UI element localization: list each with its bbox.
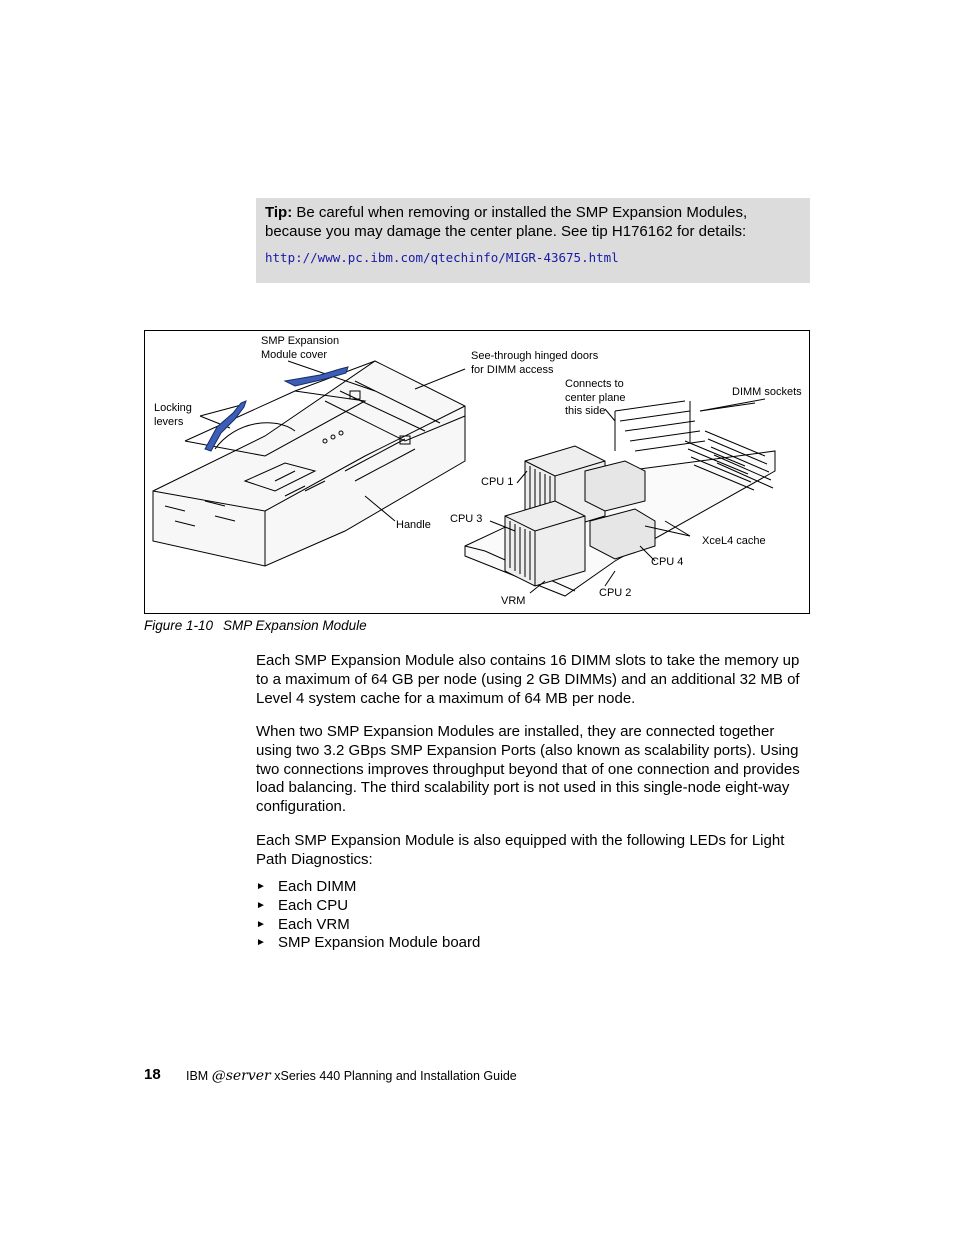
tip-box xyxy=(256,198,810,283)
led-bullet-list xyxy=(256,878,480,953)
bullet-arrow-icon: ► xyxy=(256,918,266,930)
eserver-logo-text: @server xyxy=(211,1068,271,1084)
tip-url-link[interactable]: http://www.pc.ibm.com/qtechinfo/MIGR-43675.html xyxy=(265,250,619,265)
book-title-prefix: IBM xyxy=(186,1069,212,1083)
callout-cpu-1: CPU 1 xyxy=(481,476,514,488)
paragraph-1-text: Each SMP Expansion Module also contains 16 DIMM slots to take the memory up to a maximum of 64 GB per node (using 2 GB DIMMs) and an additional 32 MB of Level 4 system cache for a maximum of 64 MB per node. xyxy=(256,652,800,707)
paragraph-2 xyxy=(256,723,812,817)
bullet-arrow-icon: ► xyxy=(256,899,266,911)
list-item-text: Each VRM xyxy=(278,915,350,933)
callout-handle: Handle xyxy=(396,519,431,531)
caption-title: SMP Expansion Module xyxy=(223,618,367,633)
bullet-arrow-icon: ► xyxy=(256,881,266,892)
list-item xyxy=(256,897,480,916)
callout-locking-levers: Locking levers xyxy=(154,402,192,428)
page-number: 18 xyxy=(144,1066,161,1083)
tip-body: Be careful when removing or installed the SMP Expansion Modules, because you may damage the center plane. See tip H176162 for details: xyxy=(265,204,748,240)
caption-number: Figure 1-10 xyxy=(144,618,214,633)
callout-cpu-2: CPU 2 xyxy=(599,587,632,599)
paragraph-3 xyxy=(256,832,812,870)
callout-cpu-3: CPU 3 xyxy=(450,513,483,525)
book-title-suffix: xSeries 440 Planning and Installation Guide xyxy=(270,1069,517,1083)
callout-hinged-doors: See-through hinged doors for DIMM access xyxy=(471,350,599,376)
callout-connects-center-plane: Connects to center plane this side xyxy=(565,378,626,417)
bullet-arrow-icon: ► xyxy=(256,937,266,949)
tip-label: Tip: xyxy=(265,204,293,221)
callout-cpu-4: CPU 4 xyxy=(651,556,684,568)
paragraph-2-text: When two SMP Expansion Modules are installed, they are connected together using two 3.2 GBps SMP Expansion Ports (also known as scalability ports). Using two connections improves throughput beyond that of one connection and provides load balancing. The third scalability port is not used in this single-node eight-way configuration. xyxy=(256,723,800,816)
callout-xcel4-cache: XceL4 cache xyxy=(702,535,766,547)
list-item xyxy=(256,934,480,953)
list-item-text: Each DIMM xyxy=(278,878,357,895)
book-title xyxy=(186,1068,517,1084)
callout-smp-cover: SMP Expansion Module cover xyxy=(261,335,340,361)
figure-caption xyxy=(144,618,367,633)
figure-smp-expansion-module xyxy=(144,330,810,614)
list-item-text: SMP Expansion Module board xyxy=(278,934,481,952)
list-item-text: Each CPU xyxy=(278,896,349,914)
tip-text xyxy=(265,203,801,241)
callout-vrm: VRM xyxy=(501,595,526,607)
paragraph-1 xyxy=(256,652,812,708)
list-item xyxy=(256,878,480,897)
paragraph-3-text: Each SMP Expansion Module is also equipped with the following LEDs for Light Path Diagnostics: xyxy=(256,832,785,868)
list-item xyxy=(256,916,480,935)
callout-dimm-sockets: DIMM sockets xyxy=(732,386,802,398)
